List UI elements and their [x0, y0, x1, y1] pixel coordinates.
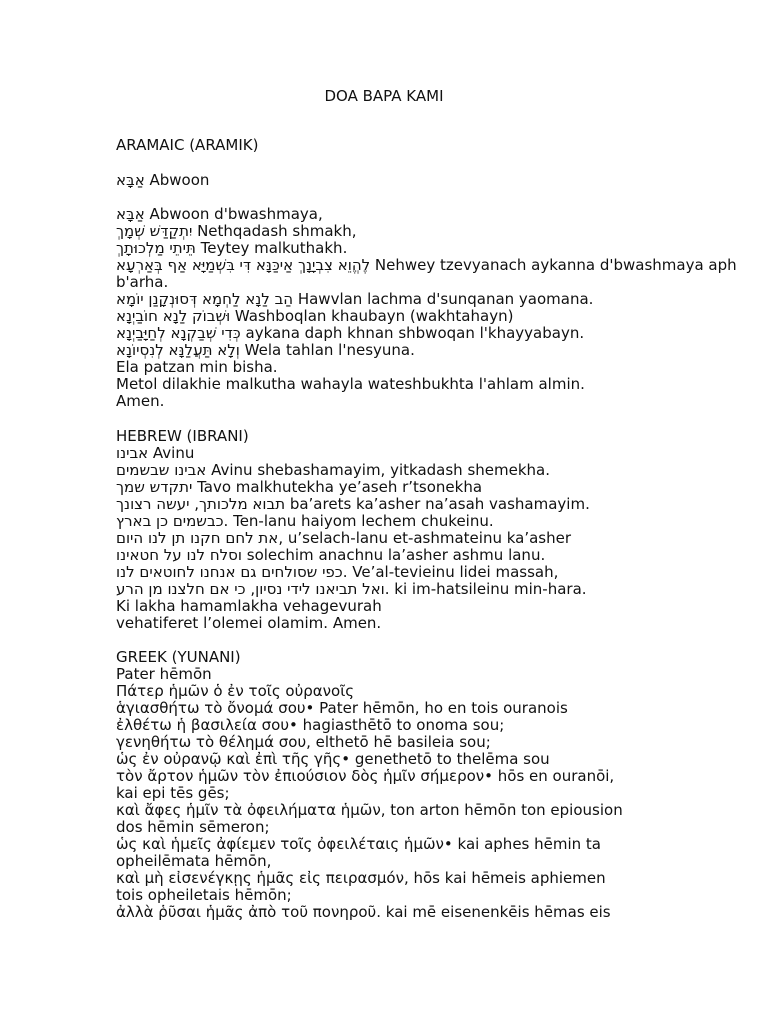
text-line: כפי שסולחים גם אנחנו לחוטאים לנו. Ve’al-tevieinu lidei massah,: [116, 563, 559, 581]
text-line: καὶ μὴ εἰσενέγκῃς ἡμᾶς εἰς πειρασμόν, hōs kai hēmeis aphiemen: [116, 869, 606, 887]
text-line: vehatiferet l’olemei olamim. Amen.: [116, 614, 382, 632]
section-aramaic: [116, 137, 756, 154]
text-line: Pater hēmōn: [116, 665, 212, 683]
text-line: dos hēmin sēmeron;: [116, 818, 270, 836]
text-line: Metol dilakhie malkutha wahayla wateshbukhta l'ahlam almin.: [116, 375, 585, 393]
text-line: כְּדִי שְׁבַקְנָא לְחַיָּבַיְנָא aykana daph khnan shbwoqan l'khayyabayn.: [116, 324, 585, 342]
text-line: b'arha.: [116, 273, 169, 291]
text-line: ἀλλὰ ῥῦσαι ἡμᾶς ἀπὸ τοῦ πονηροῦ. kai mē eisenenkēis hēmas eis: [116, 903, 611, 921]
section-heading-greek: GREEK (YUNANI): [116, 648, 241, 666]
aramaic-lines: [116, 206, 756, 410]
text-line: אבינו Avinu: [116, 444, 195, 462]
text-line: Amen.: [116, 392, 165, 410]
text-line: τὸν ἄρτον ἡμῶν τὸν ἐπιούσιον δὸς ἡμῖν σήμερον• hōs en ouranōi,: [116, 767, 615, 785]
section-heading-hebrew: HEBREW (IBRANI): [116, 427, 249, 445]
text-line: אַבָּא Abwoon d'bwashmaya,: [116, 205, 323, 223]
text-line: Ki lakha hamamlakha vehagevurah: [116, 597, 382, 615]
text-line: ἐλθέτω ἡ βασιλεία σου• hagiasthētō to onoma sou;: [116, 716, 505, 734]
aramaic-intro: [116, 172, 756, 189]
text-line: וּשְׁבוֹק לַנָא חוֹבַיְנָא Washboqlan khaubayn (wakhtahayn): [116, 307, 514, 325]
text-line: ואל תביאנו לידי נסיון, כי אם חלצנו מן הרע. ki im-hatsileinu min-hara.: [116, 580, 587, 598]
page-title: DOA BAPA KAMI: [324, 87, 444, 105]
text-line: καὶ ἄφες ἡμῖν τὰ ὀφειλήματα ἡμῶν, ton arton hēmōn ton epiousion: [116, 801, 623, 819]
text-line: וסלח לנו על חטאינו solechim anachnu la’asher ashmu lanu.: [116, 546, 546, 564]
text-line: יִתְקַדַּשׁ שְׁמָךְ Nethqadash shmakh,: [116, 222, 357, 240]
text-line: תבוא מלכותך, יעשה רצונך ba’arets ka’asher na’asah vashamayim.: [116, 495, 590, 513]
section-hebrew: [116, 428, 756, 632]
section-heading-aramaic: ARAMAIC (ARAMIK): [116, 136, 259, 154]
text-line: kai epi tēs gēs;: [116, 784, 230, 802]
text-line: opheilēmata hēmōn,: [116, 852, 272, 870]
text-line: Πάτερ ἡμῶν ὁ ἐν τοῖς οὐρανοῖς: [116, 682, 355, 700]
text-line: כבשמים כן בארץ. Ten-lanu haiyom lechem chukeinu.: [116, 512, 494, 530]
text-line: לֶהֱוֵא צִבְיָנָךְ אַיכַּנָּא דִּי בִּשְׁמַיָּא אַף בְּאַרְעָא Nehwey tzevyanach aykanna d'bwashmaya aph: [116, 256, 737, 274]
text-line: תֵּיתֵי מַלְכוּתָךְ Teytey malkuthakh.: [116, 239, 348, 257]
text-line: וְלָא תַּעֲלַנָּא לְנִסְיוֹנָא Wela tahlan l'nesyuna.: [116, 341, 415, 359]
text-line: יתקדש שמך Tavo malkhutekha ye’aseh r’tsonekha: [116, 478, 483, 496]
text-line: ἁγιασθήτω τὸ ὄνομά σου• Pater hēmōn, ho en tois ouranois: [116, 699, 568, 717]
text-line: Ela patzan min bisha.: [116, 358, 278, 376]
text-line: הַב לַנָא לַחְמָא דְּסוּנְקָנַן יוֹמָא Hawvlan lachma d'sunqanan yaomana.: [116, 290, 594, 308]
section-greek: [116, 649, 756, 921]
text-line: אבינו שבשמים Avinu shebashamayim, yitkadash shemekha.: [116, 461, 550, 479]
text-line: ὡς καὶ ἡμεῖς ἀφίεμεν τοῖς ὀφειλέταις ἡμῶν• kai aphes hēmin ta: [116, 835, 601, 853]
text-line: את לחם חקנו תן לנו היום, u’selach-lanu et-ashmateinu ka’asher: [116, 529, 572, 547]
text-line: tois opheiletais hēmōn;: [116, 886, 292, 904]
text-line: γενηθήτω τὸ θέλημά σου, elthetō hē basileia sou;: [116, 733, 491, 751]
text-line: אַבָּא Abwoon: [116, 171, 210, 189]
text-line: ὡς ἐν οὐρανῷ καὶ ἐπὶ τῆς γῆς• genethetō to thelēma sou: [116, 750, 550, 768]
